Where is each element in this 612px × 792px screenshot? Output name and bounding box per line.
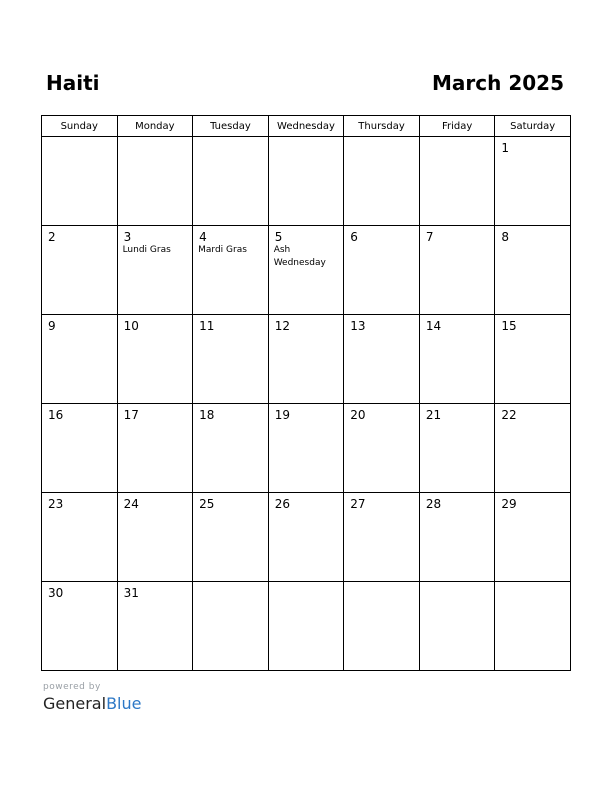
day-cell <box>193 226 269 315</box>
day-number: 13 <box>350 319 366 333</box>
day-number <box>269 582 344 586</box>
day-cell <box>344 315 420 404</box>
powered-by-text: powered by <box>43 682 101 692</box>
day-cell <box>344 226 420 315</box>
day-number <box>344 582 419 586</box>
empty-day-cell <box>419 137 495 226</box>
weekday-header-row <box>42 116 571 137</box>
day-number <box>495 582 570 586</box>
day-cell <box>495 315 571 404</box>
day-number: 18 <box>199 408 215 422</box>
day-number: 20 <box>350 408 366 422</box>
weekday-header: Thursday <box>344 116 420 137</box>
day-number: 2 <box>48 230 56 244</box>
day-number: 19 <box>274 408 290 422</box>
day-number: 27 <box>350 497 366 511</box>
day-number: 6 <box>350 230 358 244</box>
day-number: 22 <box>501 408 517 422</box>
day-cell <box>42 315 118 404</box>
empty-day-cell <box>193 582 269 671</box>
calendar-body <box>42 137 571 671</box>
weekday-header: Wednesday <box>268 116 344 137</box>
day-number: 10 <box>123 319 139 333</box>
day-cell <box>117 582 193 671</box>
empty-day-cell <box>268 137 344 226</box>
day-number: 15 <box>501 319 517 333</box>
day-number <box>193 137 268 141</box>
day-cell <box>42 582 118 671</box>
empty-day-cell <box>344 137 420 226</box>
day-number <box>269 137 344 141</box>
day-cell <box>117 493 193 582</box>
holiday-label: Lundi Gras <box>122 245 171 255</box>
day-number <box>344 137 419 141</box>
day-number: 25 <box>199 497 215 511</box>
day-cell <box>495 226 571 315</box>
footer-branding <box>43 681 141 714</box>
day-cell <box>268 226 344 315</box>
day-number: 5 <box>274 230 283 244</box>
week-row <box>42 226 571 315</box>
day-cell <box>42 404 118 493</box>
day-number: 28 <box>425 497 442 511</box>
day-cell <box>419 315 495 404</box>
day-cell <box>344 404 420 493</box>
calendar-grid <box>41 115 571 671</box>
day-number: 21 <box>425 408 442 422</box>
day-number: 29 <box>501 497 517 511</box>
day-cell <box>268 315 344 404</box>
day-cell <box>193 315 269 404</box>
day-number <box>193 582 268 586</box>
weekday-header: Friday <box>419 116 495 137</box>
day-number: 16 <box>48 408 64 422</box>
day-number: 23 <box>48 497 64 511</box>
weekday-header: Sunday <box>42 116 118 137</box>
day-number: 1 <box>501 141 510 155</box>
week-row <box>42 582 571 671</box>
empty-day-cell <box>117 137 193 226</box>
day-number: 24 <box>123 497 139 511</box>
day-cell <box>193 404 269 493</box>
day-number: 17 <box>123 408 139 422</box>
empty-day-cell <box>42 137 118 226</box>
holiday-label: Ash Wednesday <box>273 245 326 268</box>
day-cell <box>419 226 495 315</box>
day-cell <box>495 137 571 226</box>
empty-day-cell <box>344 582 420 671</box>
week-row <box>42 493 571 582</box>
day-number: 26 <box>274 497 290 511</box>
empty-day-cell <box>193 137 269 226</box>
day-number: 3 <box>123 230 132 244</box>
day-cell <box>42 226 118 315</box>
day-cell <box>419 404 495 493</box>
week-row <box>42 404 571 493</box>
empty-day-cell <box>419 582 495 671</box>
day-number: 7 <box>425 230 434 244</box>
day-number: 12 <box>274 319 290 333</box>
day-number <box>42 137 117 141</box>
brand-logo-part1: General <box>43 694 107 713</box>
day-cell <box>42 493 118 582</box>
empty-day-cell <box>268 582 344 671</box>
day-cell <box>495 404 571 493</box>
day-number <box>420 137 495 141</box>
day-cell <box>117 404 193 493</box>
weekday-header: Tuesday <box>193 116 269 137</box>
day-cell <box>117 226 193 315</box>
empty-day-cell <box>495 582 571 671</box>
day-number: 14 <box>425 319 442 333</box>
day-number: 9 <box>48 319 56 333</box>
country-title: Haiti <box>46 71 100 95</box>
day-number: 31 <box>123 586 139 600</box>
day-cell <box>193 493 269 582</box>
day-cell <box>344 493 420 582</box>
week-row <box>42 315 571 404</box>
day-cell <box>495 493 571 582</box>
month-year-title: March 2025 <box>432 71 564 95</box>
day-number: 11 <box>199 319 215 333</box>
weekday-header: Monday <box>117 116 193 137</box>
day-number: 30 <box>48 586 64 600</box>
day-cell <box>268 404 344 493</box>
day-number <box>420 582 495 586</box>
weekday-header: Saturday <box>495 116 571 137</box>
week-row <box>42 137 571 226</box>
day-number: 4 <box>199 230 207 244</box>
day-number <box>118 137 193 141</box>
holiday-label: Mardi Gras <box>198 245 247 255</box>
brand-logo-part2: Blue <box>106 694 142 713</box>
day-cell <box>419 493 495 582</box>
day-cell <box>268 493 344 582</box>
day-number: 8 <box>501 230 510 244</box>
day-cell <box>117 315 193 404</box>
brand-logo <box>43 694 141 714</box>
